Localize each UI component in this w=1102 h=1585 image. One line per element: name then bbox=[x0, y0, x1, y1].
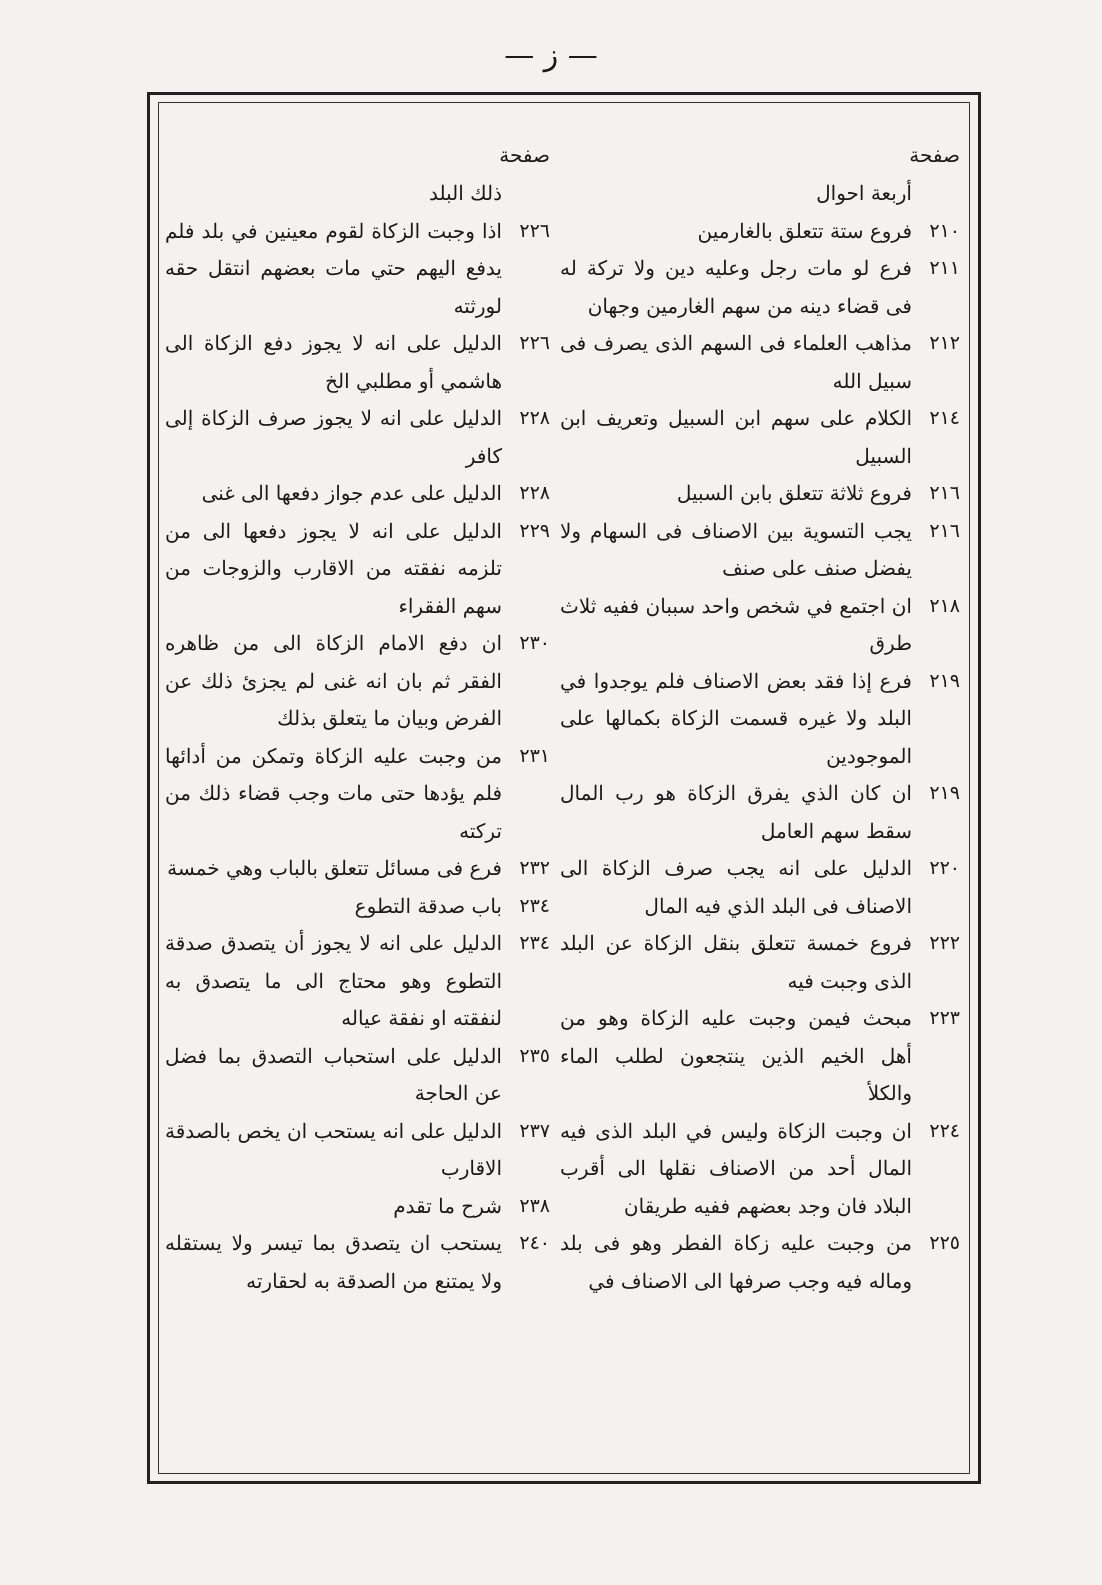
entry-title: اذا وجبت الزكاة لقوم معينين في بلد فلم يدفع اليهم حتي مات بعضهم انتقل حقه لورثته bbox=[165, 218, 502, 318]
toc-entry bbox=[560, 325, 960, 400]
toc-entry bbox=[560, 475, 960, 513]
right-column-lead: أربعة احوال bbox=[816, 181, 912, 205]
toc-entry bbox=[165, 1188, 550, 1226]
page-number: ٢٢٨ bbox=[519, 482, 550, 504]
toc-entry bbox=[165, 925, 550, 1038]
toc-entry bbox=[560, 400, 960, 475]
page-number: ٢١١ bbox=[929, 257, 960, 279]
page-number: ٢٢٣ bbox=[929, 1007, 960, 1029]
page-number: ٢٢٢ bbox=[929, 932, 960, 954]
page-number: ٢٣٤ bbox=[519, 894, 550, 917]
entry-title: الدليل على انه يستحب ان يخص بالصدقة الاقارب bbox=[165, 1118, 502, 1180]
toc-entry bbox=[165, 850, 550, 888]
entry-title: ان كان الذي يفرق الزكاة هو رب المال سقط سهم العامل bbox=[560, 781, 912, 843]
toc-entry bbox=[165, 325, 550, 400]
entry-title: الدليل على عدم جواز دفعها الى غنى bbox=[201, 481, 502, 505]
page-number: ٢٣٧ bbox=[519, 1119, 550, 1142]
toc-entry bbox=[560, 1113, 960, 1226]
entry-title: فروع ثلاثة تتعلق بابن السبيل bbox=[676, 481, 912, 505]
entry-title: ان وجبت الزكاة وليس في البلد الذى فيه المال أحد من الاصناف نقلها الى أقرب البلاد فان وجد بعضهم ففيه طريقان bbox=[560, 1118, 912, 1218]
page-number: ٢٣٨ bbox=[519, 1194, 550, 1217]
page-number: ٢٣٥ bbox=[519, 1044, 550, 1067]
toc-entry bbox=[560, 513, 960, 588]
toc-entry bbox=[560, 1225, 960, 1300]
entry-title: باب صدقة التطوع bbox=[354, 893, 502, 918]
entry-title: ان دفع الامام الزكاة الى من ظاهره الفقر ثم بان انه غنى لم يجزئ ذلك عن الفرض وبيان ما يتعلق بذلك bbox=[165, 631, 502, 730]
entry-title: الدليل على انه لا يجوز صرف الزكاة إلى كافر bbox=[165, 406, 502, 468]
left-column bbox=[165, 135, 550, 1465]
toc-entry bbox=[165, 1038, 550, 1113]
page-number: ٢١٩ bbox=[929, 782, 960, 804]
page-number: ٢٢٦ bbox=[519, 219, 550, 242]
entry-title: الكلام على سهم ابن السبيل وتعريف ابن السبيل bbox=[560, 406, 912, 468]
entry-title: من وجبت عليه زكاة الفطر وهو فى بلد وماله فيه وجب صرفها الى الاصناف في bbox=[560, 1231, 912, 1293]
left-column-heading: صفحة bbox=[499, 143, 550, 167]
page-number: ٢٢٦ bbox=[519, 332, 550, 354]
toc-entry bbox=[165, 213, 550, 326]
page-number: ٢١٤ bbox=[929, 407, 960, 429]
table-of-contents bbox=[165, 135, 960, 1465]
right-column bbox=[560, 135, 960, 1465]
right-column-heading: صفحة bbox=[909, 143, 960, 167]
page-number: ٢٣١ bbox=[519, 744, 550, 767]
toc-entry bbox=[560, 1000, 960, 1113]
page-number: ٢١٢ bbox=[929, 332, 960, 354]
entry-title: ان اجتمع في شخص واحد سببان ففيه ثلاث طرق bbox=[560, 593, 912, 655]
toc-entry bbox=[560, 250, 960, 325]
entry-title: يستحب ان يتصدق بما تيسر ولا يستقله ولا يمتنع من الصدقة به لحقارته bbox=[165, 1231, 502, 1293]
entry-title: فرع فى مسائل تتعلق بالباب وهي خمسة bbox=[167, 856, 502, 880]
entry-title: فرع لو مات رجل وعليه دين ولا تركة له فى قضاء دينه من سهم الغارمين وجهان bbox=[560, 256, 912, 318]
toc-entry bbox=[165, 1225, 550, 1300]
entry-title: من وجبت عليه الزكاة وتمكن من أدائها فلم يؤدها حتى مات وجب قضاء ذلك من تركته bbox=[165, 743, 502, 843]
toc-entry bbox=[165, 513, 550, 626]
entry-title: فرع إذا فقد بعض الاصناف فلم يوجدوا في البلد ولا غيره قسمت الزكاة بكمالها على الموجودين bbox=[560, 668, 912, 768]
toc-entry bbox=[560, 213, 960, 251]
page-number: ٢٢٥ bbox=[929, 1232, 960, 1254]
page-number: ٢١٦ bbox=[929, 482, 960, 504]
page-number: ٢٢٤ bbox=[929, 1119, 960, 1142]
toc-entry bbox=[165, 400, 550, 475]
page-number: ٢١٦ bbox=[929, 519, 960, 542]
toc-entry bbox=[560, 663, 960, 776]
page-number: ٢٤٠ bbox=[519, 1232, 550, 1254]
toc-entry bbox=[165, 738, 550, 851]
page-number: ٢٢٠ bbox=[929, 857, 960, 879]
entry-title: الدليل على انه يجب صرف الزكاة الى الاصناف فى البلد الذي فيه المال bbox=[560, 856, 912, 918]
entry-title: الدليل على انه لا يجوز أن يتصدق صدقة التطوع وهو محتاج الى ما يتصدق به لنفقته او نفقة عياله bbox=[165, 931, 502, 1030]
page-number: ٢١٨ bbox=[929, 594, 960, 617]
toc-entry bbox=[560, 925, 960, 1000]
entry-title: مبحث فيمن وجبت عليه الزكاة وهو من أهل الخيم الذين ينتجعون لطلب الماء والكلأ bbox=[560, 1006, 912, 1105]
toc-entry bbox=[560, 775, 960, 850]
entry-title: شرح ما تقدم bbox=[393, 1193, 502, 1218]
toc-entry bbox=[165, 1113, 550, 1188]
right-entry-list bbox=[560, 213, 960, 1301]
page-number: ٢٣٤ bbox=[519, 932, 550, 954]
entry-title: مذاهب العلماء فى السهم الذى يصرف فى سبيل الله bbox=[560, 331, 912, 393]
page-number: ٢٣٠ bbox=[519, 632, 550, 654]
entry-title: فروع ستة تتعلق بالغارمين bbox=[697, 218, 912, 243]
page-number: ٢٢٩ bbox=[519, 519, 550, 542]
toc-entry bbox=[560, 588, 960, 663]
left-column-lead: ذلك البلد bbox=[428, 181, 502, 205]
entry-title: فروع خمسة تتعلق بنقل الزكاة عن البلد الذى وجبت فيه bbox=[560, 931, 912, 993]
page-number: ٢١٠ bbox=[929, 219, 960, 242]
page-number: ٢٣٢ bbox=[519, 857, 550, 879]
page-number: ٢٢٨ bbox=[519, 407, 550, 429]
toc-entry bbox=[165, 888, 550, 926]
entry-title: الدليل على استحباب التصدق بما فضل عن الحاجة bbox=[165, 1043, 502, 1105]
entry-title: الدليل على انه لا يجوز دفع الزكاة الى هاشمي أو مطلبي الخ bbox=[165, 331, 502, 393]
entry-title: يجب التسوية بين الاصناف فى السهام ولا يفضل صنف على صنف bbox=[560, 518, 912, 580]
left-entry-list bbox=[165, 213, 550, 1301]
entry-title: الدليل على انه لا يجوز دفعها الى من تلزمه نفقته من الاقارب والزوجات من سهم الفقراء bbox=[165, 518, 502, 618]
toc-entry bbox=[165, 625, 550, 738]
toc-entry bbox=[165, 475, 550, 513]
page-number: ٢١٩ bbox=[929, 669, 960, 692]
toc-entry bbox=[560, 850, 960, 925]
page-marker: — ز — bbox=[504, 38, 598, 73]
